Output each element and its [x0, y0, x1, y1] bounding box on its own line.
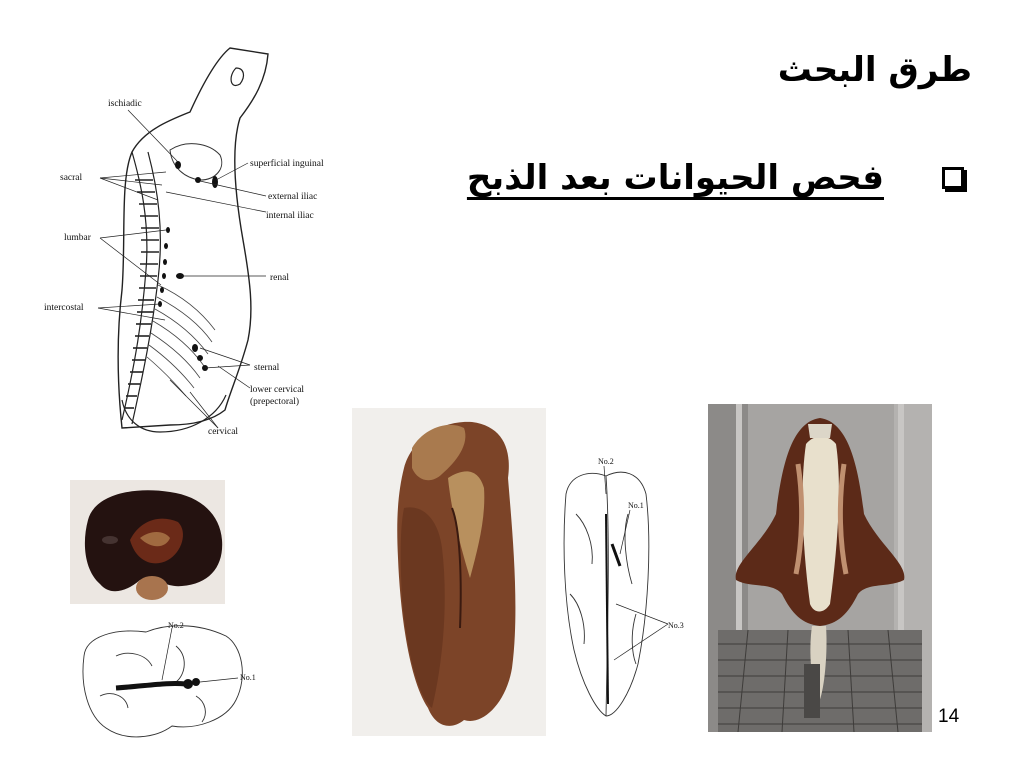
- carcass-lymph-node-diagram: [40, 40, 370, 440]
- label-internal-iliac: internal iliac: [266, 211, 314, 221]
- lung-photo: [352, 408, 546, 736]
- lung-label-no1: No.1: [628, 501, 644, 510]
- lung-line-diagram: [556, 454, 690, 720]
- bullet-item: [467, 150, 964, 206]
- label-sternal: sternal: [254, 363, 280, 373]
- label-sacral: sacral: [60, 173, 83, 183]
- label-lower-cervical: lower cervical: [250, 385, 305, 395]
- liver-label-no2: No.2: [168, 621, 184, 630]
- label-prepectoral: (prepectoral): [250, 397, 300, 407]
- label-ischiadic: ischiadic: [108, 99, 142, 109]
- label-external-iliac: external iliac: [268, 192, 318, 202]
- liver-line-diagram: [76, 616, 266, 748]
- lung-label-no3: No.3: [668, 621, 684, 630]
- page-number: 14: [938, 706, 960, 727]
- liver-photo: [70, 480, 225, 604]
- label-renal: renal: [270, 273, 289, 283]
- label-superficial-inguinal: superficial inguinal: [250, 159, 324, 169]
- slaughter-head-photo: [708, 404, 932, 732]
- lung-label-no2: No.2: [598, 457, 614, 466]
- label-intercostal: intercostal: [44, 303, 84, 313]
- label-lumbar: lumbar: [64, 233, 91, 243]
- checkbox-bullet-icon: [942, 167, 964, 189]
- slide-title: طرق البحث: [777, 50, 972, 90]
- bullet-text: فحص الحيوانات بعد الذبح: [466, 158, 884, 198]
- label-cervical: cervical: [208, 427, 239, 437]
- liver-label-no1: No.1: [240, 673, 256, 682]
